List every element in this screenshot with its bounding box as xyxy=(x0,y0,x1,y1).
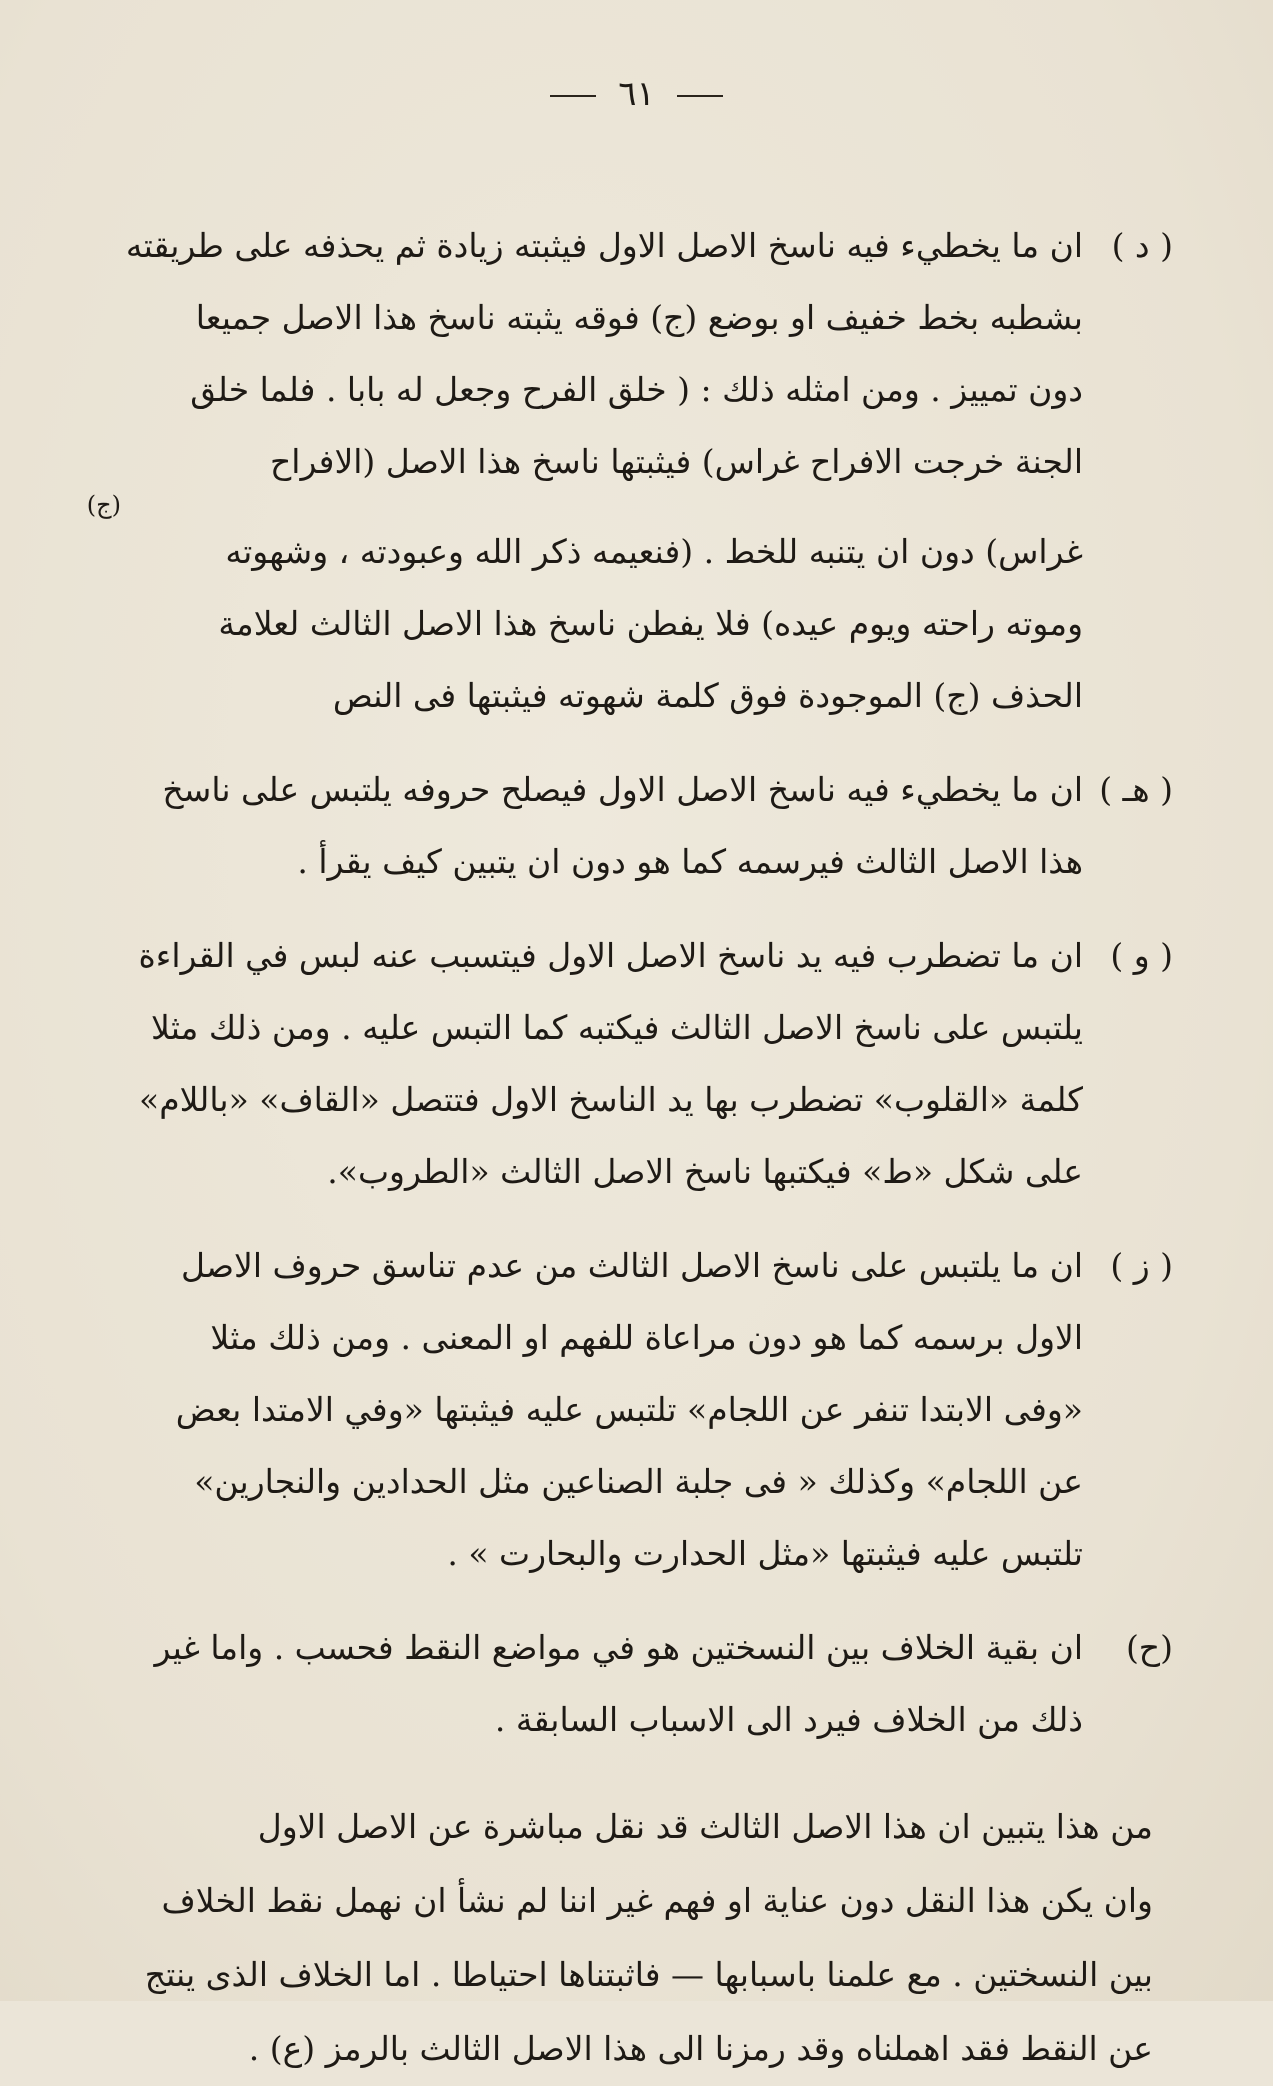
text-line: ان ما يخطيء فيه ناسخ الاصل الاول فيثبته زيادة ثم يحذفه على طريقته xyxy=(125,226,1083,265)
item-marker: ( ز ) xyxy=(1110,1246,1173,1285)
list-item-zay xyxy=(105,1230,1173,1590)
text-line: ذلك من الخلاف فيرد الى الاسباب السابقة . xyxy=(494,1700,1083,1739)
text-line: بشطبه بخط خفيف او بوضع (ج) فوقه يثبته ناسخ هذا الاصل جميعا xyxy=(195,298,1083,337)
conclusion-paragraph xyxy=(105,1790,1173,2086)
list-item-ha xyxy=(105,754,1173,898)
page-content xyxy=(86,210,1173,2086)
item-marker: ( د ) xyxy=(1111,226,1173,265)
text-line: الجنة خرجت الافراح غراس) فيثبتها ناسخ هذا الاصل (الافراح xyxy=(269,442,1083,481)
text-line: على شكل «ط» فيكتبها ناسخ الاصل الثالث «الطروب». xyxy=(327,1152,1083,1191)
list-item-ha2 xyxy=(105,1612,1173,1756)
text-line: وان يكن هذا النقل دون عناية او فهم غير اننا لم نشأ ان نهمل نقط الخلاف xyxy=(161,1881,1153,1920)
text-line: غراس) دون ان يتنبه للخط . (فنعيمه ذكر الله وعبودته ، وشهوته xyxy=(225,532,1083,571)
item-text xyxy=(105,754,1083,898)
item-text xyxy=(87,210,1083,732)
text-line: تلتبس عليه فيثبتها «مثل الحدارت والبحارت » . xyxy=(447,1534,1083,1573)
text-line: «وفى الابتدا تنفر عن اللجام» تلتبس عليه فيثبتها «وفي الامتدا بعض xyxy=(175,1390,1083,1429)
page-header xyxy=(0,74,1273,114)
item-marker: (ح) xyxy=(1125,1628,1173,1667)
text-line: بين النسختين . مع علمنا باسبابها — فاثبتناها احتياطا . اما الخلاف الذى ينتج xyxy=(144,1955,1153,1994)
text-line: الاول برسمه كما هو دون مراعاة للفهم او المعنى . ومن ذلك مثلا xyxy=(210,1318,1083,1357)
header-dash-left xyxy=(550,95,596,97)
text-line: ان بقية الخلاف بين النسختين هو في مواضع النقط فحسب . واما غير xyxy=(154,1628,1083,1667)
item-text xyxy=(105,1612,1083,1756)
header-dash-right xyxy=(677,95,723,97)
item-marker: ( هـ ) xyxy=(1099,770,1173,809)
item-text xyxy=(105,1230,1083,1590)
item-marker: ( و ) xyxy=(1110,936,1173,975)
text-line: كلمة «القلوب» تضطرب بها يد الناسخ الاول فتتصل «القاف» «باللام» xyxy=(139,1080,1083,1119)
page-number: ٦١ xyxy=(618,74,655,114)
text-line: وموته راحته ويوم عيده) فلا يفطن ناسخ هذا الاصل الثالث لعلامة xyxy=(218,604,1083,643)
item-text xyxy=(105,920,1083,1208)
text-line: عن اللجام» وكذلك « فى جلبة الصناعين مثل الحدادين والنجارين» xyxy=(194,1462,1083,1501)
text-line: عن النقط فقد اهملناه وقد رمزنا الى هذا الاصل الثالث بالرمز (ع) . xyxy=(248,2029,1153,2068)
text-line: ان ما يخطيء فيه ناسخ الاصل الاول فيصلح حروفه يلتبس على ناسخ xyxy=(162,770,1083,809)
text-line: من هذا يتبين ان هذا الاصل الثالث قد نقل مباشرة عن الاصل الاول xyxy=(257,1807,1153,1846)
text-line: ان ما تضطرب فيه يد ناسخ الاصل الاول فيتسبب عنه لبس في القراءة xyxy=(138,936,1083,975)
text-line: ان ما يلتبس على ناسخ الاصل الثالث من عدم تناسق حروف الاصل xyxy=(181,1246,1083,1285)
text-line: يلتبس على ناسخ الاصل الثالث فيكتبه كما التبس عليه . ومن ذلك مثلا xyxy=(151,1008,1083,1047)
list-item-waw xyxy=(105,920,1173,1208)
text-line: الحذف (ج) الموجودة فوق كلمة شهوته فيثبتها فى النص xyxy=(332,676,1083,715)
marginal-note: (ج) xyxy=(86,491,121,519)
text-line: هذا الاصل الثالث فيرسمه كما هو دون ان يتبين كيف يقرأ . xyxy=(297,842,1083,881)
text-line: دون تمييز . ومن امثله ذلك : ( خلق الفرح وجعل له بابا . فلما خلق xyxy=(190,370,1083,409)
list-item-dal xyxy=(86,210,1173,732)
